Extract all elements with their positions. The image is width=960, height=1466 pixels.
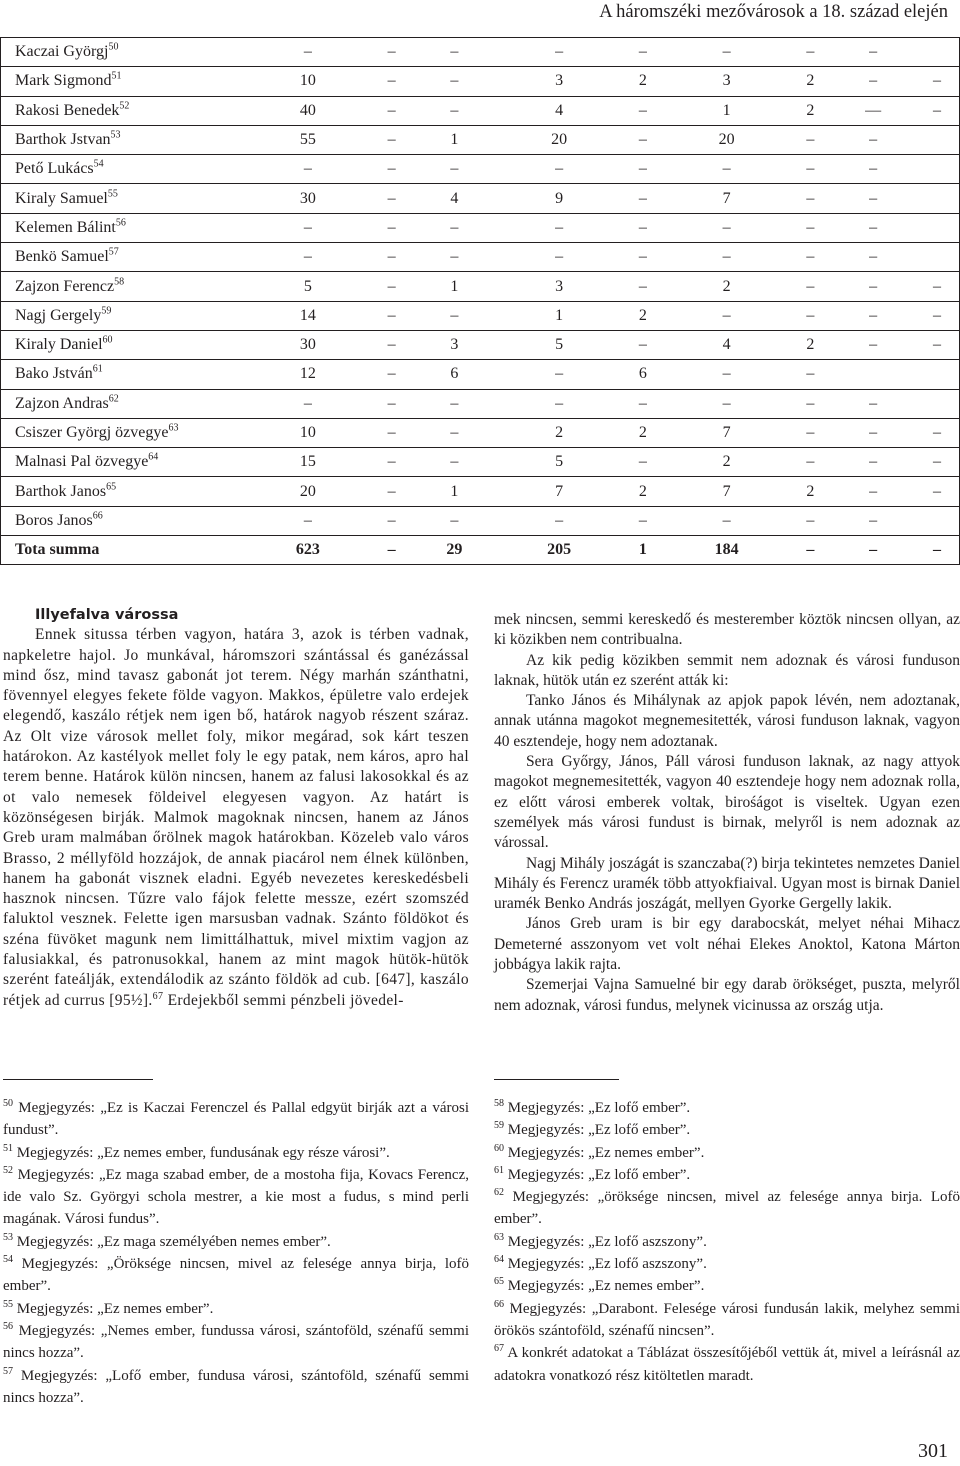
footnote-separator (494, 1079, 619, 1080)
footnote: $^{52}$ Megjegyzés: „Ez maga szabad ember, de a mostoha fija, Kovacs Ferencz, ide valo Sz. Györgyi schola mestrer, a kie most a fudus, s mind perli magának. Városi fundus”. (3, 1164, 469, 1228)
footnote-ref: 64 (148, 451, 159, 463)
table-cell: – (831, 330, 915, 359)
table-cell: — (831, 96, 915, 125)
footnote-ref: 51 (111, 71, 122, 83)
table-cell: – (831, 448, 915, 477)
table-cell: – (664, 38, 790, 67)
table-cell: 2 (622, 67, 664, 96)
table-cell: – (245, 155, 371, 184)
person-name: Zajzon Andras$^{62}$ (1, 389, 246, 418)
table-cell: – (622, 213, 664, 242)
table-cell: – (413, 389, 497, 418)
table-cell: 205 (496, 536, 622, 565)
footnote-ref: 54 (93, 159, 104, 170)
table-row (1, 96, 960, 125)
table-cell: – (831, 272, 915, 301)
footnote: $^{66}$ Megjegyzés: „Darabont. Felesége városi fundusán lakik, melyhez semmi örökös szántoföld, szénafű nincsen”. (494, 1298, 960, 1339)
table-cell: – (831, 67, 915, 96)
table-cell: – (413, 243, 497, 272)
footnote: $^{60}$ Megjegyzés: „Ez nemes ember”. (494, 1142, 705, 1161)
table-cell: – (789, 155, 831, 184)
footnote-number: 55 (3, 1298, 13, 1310)
footnote-number: 52 (3, 1164, 13, 1176)
table-cell: 184 (664, 536, 790, 565)
table-cell: 29 (413, 536, 497, 565)
table-cell: – (664, 389, 790, 418)
footnote-number: 54 (3, 1254, 13, 1266)
table-cell: 1 (413, 477, 497, 506)
table-cell: – (622, 448, 664, 477)
body-column-left (3, 605, 469, 1011)
footnote: $^{58}$ Megjegyzés: „Ez lofő ember”. (494, 1098, 691, 1116)
footnote-ref: 65 (106, 481, 117, 493)
table-cell: – (831, 418, 915, 447)
person-name: Barthok Jstvan$^{53}$ (1, 125, 246, 154)
table-cell: – (245, 213, 371, 242)
footnote-number: 60 (494, 1142, 504, 1154)
footnote: $^{64}$ Megjegyzés: „Ez lofő aszszony”. (494, 1254, 707, 1273)
table-cell (915, 389, 960, 418)
body-paragraph: Sera Győrgy, János, Páll városi funduson laknak, az nagy attyok magokot megnemesitették, vagyon 40 esztendeje hogy nem adoznak rolla, ez előtt városi emberek voltak, birośágot is viseltek. Ugyan ezen személyek más városi fundust is birnak, melyről is nem adoznak az várossal. (494, 753, 960, 852)
footnote-number: 61 (494, 1164, 504, 1176)
table-cell (915, 506, 960, 535)
table-cell: – (371, 272, 413, 301)
table-cell: – (371, 155, 413, 184)
footnote-ref: 53 (110, 129, 121, 141)
person-name: Tota summa (1, 536, 246, 565)
table-cell: – (789, 536, 831, 565)
footnote-ref: 60 (102, 334, 113, 346)
table-cell: 15 (245, 448, 371, 477)
table-cell: 2 (789, 67, 831, 96)
person-name: Benkö Samuel$^{57}$ (1, 243, 246, 272)
table-cell: – (413, 301, 497, 330)
table-cell: – (915, 536, 960, 565)
table-cell: 6 (622, 360, 664, 389)
table-cell: – (664, 360, 790, 389)
table-cell: – (371, 360, 413, 389)
footnote-ref: 66 (92, 510, 103, 522)
table-cell: – (789, 448, 831, 477)
table-row (1, 155, 960, 184)
table-cell: – (622, 155, 664, 184)
table-cell: – (831, 38, 915, 67)
table-cell: – (371, 96, 413, 125)
section-heading: Illyefalva várossa (35, 607, 179, 623)
body-paragraph: János Greb uram is bir egy darabocskát, melyet néhai Mihacz Demeterné asszonyom vet volt néhai Elekes Anoktol, Katona Márton jobbágya lakik rajta. (494, 915, 960, 974)
table-cell: – (831, 506, 915, 535)
table-cell: – (789, 125, 831, 154)
table-cell: – (496, 506, 622, 535)
table-cell: 2 (789, 330, 831, 359)
table-cell: – (371, 301, 413, 330)
person-name: Csiszer Györgj özvegye$^{63}$ (1, 418, 246, 447)
table-cell: 4 (664, 330, 790, 359)
footnote-number: 51 (3, 1142, 13, 1154)
table-cell: – (831, 184, 915, 213)
table-cell: – (915, 272, 960, 301)
table-cell: 1 (622, 536, 664, 565)
table-cell: 1 (413, 272, 497, 301)
footnote-number: 56 (3, 1320, 13, 1332)
footnote: $^{62}$ Megjegyzés: „öröksége nincsen, mivel az felesége annya birja. Lofö ember”. (494, 1187, 960, 1228)
footnote-ref: 61 (92, 364, 103, 376)
person-name: Rakosi Benedek$^{52}$ (1, 96, 246, 125)
table-cell: 14 (245, 301, 371, 330)
census-table (0, 37, 960, 565)
footnote: $^{63}$ Megjegyzés: „Ez lofő aszszony”. (494, 1231, 707, 1250)
table-cell: – (496, 360, 622, 389)
table-cell: – (245, 38, 371, 67)
table-cell: – (371, 536, 413, 565)
table-cell: – (496, 243, 622, 272)
table-cell: – (622, 38, 664, 67)
table-cell: 2 (622, 477, 664, 506)
table-cell: 4 (413, 184, 497, 213)
footnote: $^{56}$ Megjegyzés: „Nemes ember, fundussa városi, szántoföld, szénafű semmi nincs hozza”. (3, 1320, 469, 1362)
table-cell: – (664, 243, 790, 272)
table-cell: – (371, 38, 413, 67)
table-cell: – (413, 448, 497, 477)
table-cell: – (831, 155, 915, 184)
table-cell: – (622, 125, 664, 154)
table-cell: – (371, 506, 413, 535)
table-cell (915, 125, 960, 154)
table-cell: 2 (664, 272, 790, 301)
footnote: $^{57}$ Megjegyzés: „Lofő ember, fundusa városi, szántoföld, szénafű semmi nincs hozza”. (3, 1365, 469, 1406)
table-row (1, 67, 960, 96)
table-cell: 10 (245, 67, 371, 96)
footnote-ref: 63 (168, 422, 179, 434)
table-row (1, 506, 960, 535)
footnote: $^{50}$ Megjegyzés: „Ez is Kaczai Ferenczel és Pallal edgyüt birják azt a városi fundust”. (3, 1098, 469, 1139)
table-cell: – (664, 301, 790, 330)
person-name: Kiraly Samuel$^{55}$ (1, 184, 246, 213)
table-cell: – (831, 243, 915, 272)
table-cell: – (831, 536, 915, 565)
table-row (1, 272, 960, 301)
table-cell: 1 (664, 96, 790, 125)
table-cell: – (831, 477, 915, 506)
table-cell: 3 (496, 272, 622, 301)
table-cell (915, 360, 960, 389)
table-cell: – (789, 243, 831, 272)
footnote-number: 59 (494, 1120, 504, 1132)
table-cell: 7 (664, 477, 790, 506)
table-cell: 1 (496, 301, 622, 330)
table-cell: 2 (789, 96, 831, 125)
footnote-ref: 55 (107, 188, 118, 200)
table-cell: – (622, 243, 664, 272)
table-cell (915, 184, 960, 213)
running-head: A háromszéki mezővárosok a 18. század elején (599, 2, 948, 22)
table-cell: – (413, 213, 497, 242)
body-paragraph: Tanko János és Mihálynak az apjok papok lévén, nem adoztanak, annak utánna magokot megnemesitették, városi funduson laknak, vagyon 40 esztendeje, hogy nem adoztanak. (494, 692, 960, 750)
table-row (1, 38, 960, 67)
table-cell: – (664, 506, 790, 535)
footnote-ref: 52 (119, 100, 130, 112)
table-cell: – (371, 477, 413, 506)
footnote: $^{61}$ Megjegyzés: „Ez lofő ember”. (494, 1164, 691, 1183)
footnote-separator (3, 1079, 153, 1080)
table-cell: – (831, 125, 915, 154)
table-cell: 30 (245, 330, 371, 359)
table-row (1, 301, 960, 330)
table-cell: – (622, 506, 664, 535)
table-cell: 3 (496, 67, 622, 96)
table-cell: – (413, 96, 497, 125)
footnote-number: 62 (494, 1187, 504, 1199)
table-cell: – (915, 67, 960, 96)
footnotes-right (494, 1097, 960, 1387)
table-row (1, 213, 960, 242)
table-cell: – (371, 213, 413, 242)
footnote: $^{67}$ A konkrét adatokat a Táblázat összesítőjéből vettük át, mivel a leírásnál az adatokra vonatkozó rész kitöltetlen maradt. (494, 1343, 960, 1384)
person-name: Barthok Janos$^{65}$ (1, 477, 246, 506)
table-cell: – (831, 389, 915, 418)
table-cell: 2 (622, 301, 664, 330)
table-cell: 5 (496, 330, 622, 359)
table-cell: – (664, 213, 790, 242)
person-name: Kelemen Bálint$^{56}$ (1, 213, 246, 242)
table-cell: – (371, 418, 413, 447)
table-cell: – (789, 418, 831, 447)
table-cell: – (413, 67, 497, 96)
table-cell: – (413, 418, 497, 447)
table-cell: – (371, 389, 413, 418)
table-cell: – (371, 125, 413, 154)
table-cell: 2 (664, 448, 790, 477)
footnote-number: 63 (494, 1231, 504, 1243)
table-cell: – (915, 418, 960, 447)
table-cell: – (245, 389, 371, 418)
table-cell: 55 (245, 125, 371, 154)
body-paragraph: Ennek situssa térben vagyon, határa 3, azok is térben vadnak, napkeletre hajol. Jo munkával, háromszori szántással és ganézással mind ősz, mind tavasz gabonát jot terem. Négy marhán szánthatni, fövennyel elegyes fekete földe vagyon. Makkos, épületre valo erdejek elegendő, kaszálo rétjek nem igen bő, határok nagyob részent száraz. Az Olt vize városok mellet foly, mikor megárad, sok kárt teszen határokon. Az kastélyok mellet foly le egy patak, nem káros, apro hal terem benne. Határok külön nincsen, hanem az falusi lakosokkal és az ot valo nemesek földeivel elegyesen vagyon. Az határt is közönségesen birják. Malmok magoknak nincsen, hanem az János Greb uram malmában őrölnek magok határokban. Közeleb valo város Brasso, 2 méllyföld hozzájok, de annak piacárol nem élnek különben, hanem ha gabonát visznek eladni. Egyéb nevezetes kereskedésbeli hasznok nincsen. Tűzre valo fájok felette messze, ezért szomszéd faluktol vesznek. Felette igen marsusban vadnak. Szánto földökot és széna füvöket magunk nem limittálhattuk, mivel mixtim vagjon az falusiakkal, és patronusokkal, hanem az mint magok hütök-hütök szerént fateálják, extendálodik az szánto földök ad cub. [647], kaszálo rétjek ad currus [95½].$^{67}$ Erdejekből semmi pénzbeli jövedel- (3, 626, 469, 1009)
table-cell: – (622, 330, 664, 359)
footnote: $^{59}$ Megjegyzés: „Ez lofő ember”. (494, 1120, 691, 1139)
table-row (1, 448, 960, 477)
table-cell: – (915, 96, 960, 125)
footnote-number: 67 (494, 1343, 504, 1355)
table-cell: 1 (413, 125, 497, 154)
table-cell: – (831, 213, 915, 242)
footnote: $^{55}$ Megjegyzés: „Ez nemes ember”. (3, 1298, 214, 1317)
table-cell: 623 (245, 536, 371, 565)
footnote: $^{53}$ Megjegyzés: „Ez maga személyében nemes ember”. (3, 1231, 331, 1250)
table-cell: – (789, 360, 831, 389)
table-cell: – (789, 38, 831, 67)
body-paragraph: Nagj Mihály joszágát is szanczaba(?) birja tekintetes nemzetes Daniel Mihály és Ferencz uramék több attyokfiaival. Ugyan most is birnak Daniel uramék Benko András joszágát, mellyen Gyorke Gergelly lakik. (494, 854, 960, 913)
table-cell: 2 (789, 477, 831, 506)
footnote: $^{65}$ Megjegyzés: „Ez nemes ember”. (494, 1276, 705, 1295)
table-cell: – (622, 96, 664, 125)
person-name: Zajzon Ferencz$^{58}$ (1, 272, 246, 301)
footnote-ref: 50 (108, 41, 119, 53)
table-cell: – (831, 301, 915, 330)
table-cell: – (789, 506, 831, 535)
footnote-ref: 67 (152, 990, 164, 1002)
person-name: Malnasi Pal özvegye$^{64}$ (1, 448, 246, 477)
footnote-ref: 62 (108, 393, 119, 405)
table-cell: 7 (496, 477, 622, 506)
footnote-number: 57 (3, 1365, 13, 1377)
footnote: $^{54}$ Megjegyzés: „Öröksége nincsen, mivel az felesége annya birja, lofö ember”. (3, 1254, 469, 1295)
footnote-number: 64 (494, 1254, 504, 1266)
total-row (1, 536, 960, 565)
table-cell: – (664, 155, 790, 184)
footnote-ref: 57 (108, 246, 119, 258)
table-cell: 3 (413, 330, 497, 359)
body-paragraph: Az kik pedig közikben semmit nem adoznak és városi funduson laknak, hütök után ez szerént atták ki: (494, 651, 960, 689)
person-name: Bako Jstván$^{61}$ (1, 360, 246, 389)
footnote-ref: 56 (115, 217, 126, 229)
table-cell: 5 (496, 448, 622, 477)
table-cell: – (915, 477, 960, 506)
table-cell: – (413, 155, 497, 184)
table-cell (915, 38, 960, 67)
footnote-ref: 59 (101, 305, 112, 317)
footnote: $^{51}$ Megjegyzés: „Ez nemes ember, fundusának egy része városi”. (3, 1142, 390, 1161)
table-row (1, 184, 960, 213)
footnote-number: 53 (3, 1231, 13, 1243)
table-cell: – (496, 389, 622, 418)
table-cell: – (915, 301, 960, 330)
table-cell: 20 (245, 477, 371, 506)
table-cell: – (915, 448, 960, 477)
table-cell: 9 (496, 184, 622, 213)
person-name: Kaczai Györgj$^{50}$ (1, 38, 246, 67)
table-cell: – (245, 243, 371, 272)
table-cell: – (496, 155, 622, 184)
table-cell: 2 (622, 418, 664, 447)
table-cell: – (371, 184, 413, 213)
body-column-right (494, 610, 960, 1016)
person-name: Mark Sigmond$^{51}$ (1, 67, 246, 96)
table-cell (915, 213, 960, 242)
table-cell: – (622, 389, 664, 418)
table-row (1, 389, 960, 418)
person-name: Kiraly Daniel$^{60}$ (1, 330, 246, 359)
table-row (1, 477, 960, 506)
table-cell: – (789, 389, 831, 418)
person-name: Pető Lukács$^{54}$ (1, 155, 246, 184)
table-cell: – (245, 506, 371, 535)
table-cell: 4 (496, 96, 622, 125)
footnote-number: 65 (494, 1276, 504, 1288)
table-row (1, 243, 960, 272)
table-cell: – (915, 330, 960, 359)
table-cell (915, 155, 960, 184)
footnotes-left (3, 1097, 469, 1409)
table-cell: 3 (664, 67, 790, 96)
table-cell: – (789, 213, 831, 242)
table-cell: 2 (496, 418, 622, 447)
table-cell: 7 (664, 184, 790, 213)
page-number: 301 (918, 1440, 948, 1462)
table-cell: – (789, 184, 831, 213)
table-cell: – (496, 213, 622, 242)
table-cell: – (789, 272, 831, 301)
table-cell: – (371, 330, 413, 359)
table-row (1, 360, 960, 389)
table-cell: – (496, 38, 622, 67)
table-cell: 20 (664, 125, 790, 154)
person-name: Boros Janos$^{66}$ (1, 506, 246, 535)
table-cell: 40 (245, 96, 371, 125)
footnote-ref: 58 (114, 276, 125, 288)
table-row (1, 330, 960, 359)
table-cell: – (413, 38, 497, 67)
footnote-number: 66 (494, 1298, 504, 1310)
table-cell: – (622, 272, 664, 301)
table-cell (915, 243, 960, 272)
footnote-number: 50 (3, 1098, 13, 1109)
body-paragraph: Szemerjai Vajna Samuelné bir egy darab örökséget, pusztа, melyről nem adoznak, városi fundus, melynek vicinussa az ország utja. (494, 976, 960, 1014)
table-cell (831, 360, 915, 389)
table-cell: 12 (245, 360, 371, 389)
table-cell: 7 (664, 418, 790, 447)
table-cell: 20 (496, 125, 622, 154)
footnote-number: 58 (494, 1098, 504, 1109)
person-name: Nagj Gergely$^{59}$ (1, 301, 246, 330)
table-cell: – (371, 243, 413, 272)
body-paragraph: mek nincsen, semmi kereskedő és mesterember köztök nincsen ollyan, az ki közikben nem contribualna. (494, 611, 960, 649)
table-cell: – (622, 184, 664, 213)
table-cell: 30 (245, 184, 371, 213)
table-cell: 10 (245, 418, 371, 447)
table-cell: 6 (413, 360, 497, 389)
table-cell: 5 (245, 272, 371, 301)
table-row (1, 125, 960, 154)
table-row (1, 418, 960, 447)
table-cell: – (413, 506, 497, 535)
table-cell: – (371, 448, 413, 477)
table-cell: – (789, 301, 831, 330)
table-cell: – (371, 67, 413, 96)
